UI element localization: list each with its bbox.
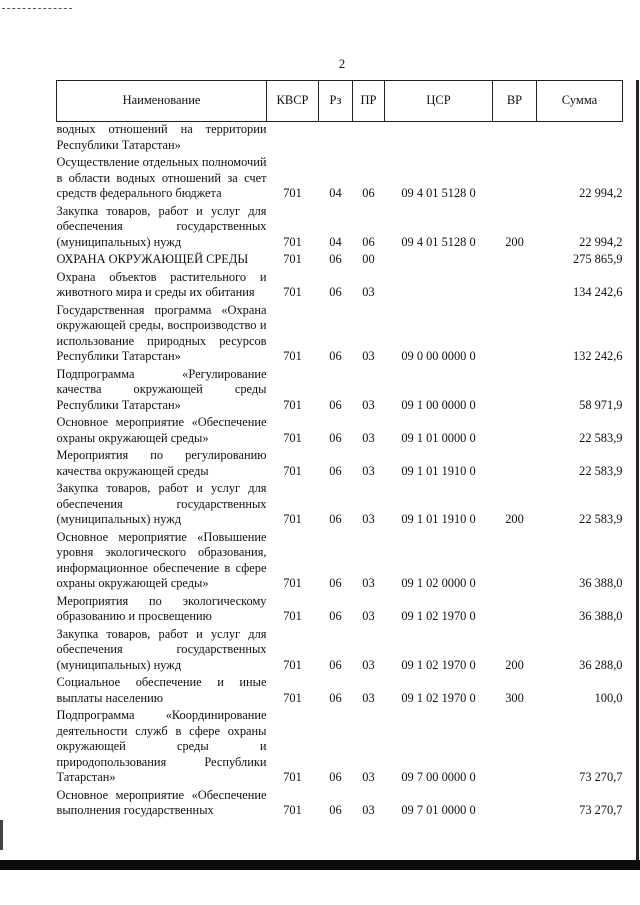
cell-pr: 03 (362, 770, 375, 784)
cell-pr: 03 (362, 397, 375, 412)
cell-csr (385, 270, 493, 303)
cell-rz: 06 (329, 576, 342, 590)
header-csr: ЦСР (385, 81, 493, 122)
table-row (57, 481, 623, 530)
table-row (57, 367, 623, 416)
cell-csr (385, 122, 493, 156)
header-name: Наименование (57, 81, 267, 122)
cell-pr (353, 122, 385, 156)
cell-rz: 04 (329, 186, 342, 200)
cell-sum: 275 865,9 (572, 252, 623, 266)
cell-sum: 134 242,6 (572, 285, 623, 299)
cell-csr: 09 1 02 1970 0 (401, 609, 476, 623)
cell-vr (493, 415, 537, 448)
cell-kvsr: 701 (283, 430, 302, 445)
table-row (57, 252, 623, 270)
cell-kvsr: 701 (283, 397, 302, 412)
cell-vr (493, 594, 537, 627)
table-row (57, 155, 623, 204)
cell-vr: 200 (505, 512, 524, 526)
cell-pr: 06 (362, 234, 375, 249)
cell-kvsr: 701 (283, 690, 302, 705)
cell-rz: 06 (329, 463, 342, 478)
cell-kvsr: 701 (283, 803, 302, 817)
cell-sum: 22 583,9 (579, 463, 623, 478)
cell-sum: 73 270,7 (579, 770, 623, 784)
cell-sum: 36 388,0 (579, 609, 623, 623)
cell-pr: 03 (362, 285, 375, 299)
cell-rz: 06 (329, 512, 342, 526)
cell-name: Мероприятия по экологическому образованию и просвещению (56, 593, 267, 623)
cell-name: Закупка товаров, работ и услуг для обеспечения государственных (муниципальных) нужд (56, 481, 267, 526)
cell-name: ОХРАНА ОКРУЖАЮЩЕЙ СРЕДЫ (56, 252, 249, 266)
page-number: 2 (338, 56, 346, 71)
cell-kvsr: 701 (283, 234, 302, 249)
cell-pr: 03 (362, 609, 375, 623)
cell-csr: 09 4 01 5128 0 (401, 186, 476, 200)
table-header-row (57, 81, 623, 122)
cell-csr: 09 0 00 0000 0 (401, 349, 476, 363)
cell-kvsr: 701 (283, 349, 302, 363)
cell-sum: 58 971,9 (579, 397, 623, 412)
table-row (57, 270, 623, 303)
table-row (57, 708, 623, 788)
cell-pr: 06 (362, 186, 375, 200)
table-row (57, 448, 623, 481)
cell-kvsr: 701 (283, 285, 302, 299)
cell-rz: 06 (329, 657, 342, 672)
cell-rz: 06 (329, 690, 342, 705)
cell-csr: 09 1 01 0000 0 (401, 430, 476, 445)
cell-kvsr: 701 (283, 186, 302, 200)
cell-sum: 73 270,7 (579, 803, 623, 817)
cell-name: Закупка товаров, работ и услуг для обеспечения государственных (муниципальных) нужд (56, 626, 267, 672)
table-row (57, 303, 623, 367)
cell-pr: 03 (362, 430, 375, 445)
table-row (57, 788, 623, 821)
scan-edge-left (0, 820, 3, 850)
cell-csr: 09 7 00 0000 0 (401, 770, 476, 784)
cell-name: Закупка товаров, работ и услуг для обеспечения государственных (муниципальных) нужд (56, 203, 267, 249)
table-row (57, 530, 623, 594)
cell-vr (493, 788, 537, 821)
cell-kvsr: 701 (283, 576, 302, 590)
cell-pr: 03 (362, 576, 375, 590)
cell-csr: 09 1 02 1970 0 (401, 657, 476, 672)
cell-rz: 06 (329, 430, 342, 445)
cell-rz: 06 (329, 609, 342, 623)
cell-csr: 09 7 01 0000 0 (401, 803, 476, 817)
header-pr: ПР (353, 81, 385, 122)
cell-csr: 09 1 01 1910 0 (401, 463, 476, 478)
cell-kvsr: 701 (283, 463, 302, 478)
cell-pr: 00 (362, 252, 375, 266)
budget-table (56, 80, 623, 821)
cell-rz: 04 (329, 234, 342, 249)
cell-csr: 09 1 02 0000 0 (401, 576, 476, 590)
cell-vr (493, 122, 537, 156)
cell-name: Социальное обеспечение и иные выплаты населению (56, 675, 267, 705)
scan-edge-bottom (0, 860, 640, 870)
cell-csr: 09 1 02 1970 0 (401, 690, 476, 705)
cell-sum: 22 583,9 (579, 430, 623, 445)
cell-rz: 06 (329, 397, 342, 412)
cell-sum: 100,0 (594, 690, 623, 705)
cell-pr: 03 (362, 690, 375, 705)
cell-pr: 03 (362, 803, 375, 817)
header-vr: ВР (493, 81, 537, 122)
cell-name: Мероприятия по регулированию качества окружающей среды (56, 448, 267, 478)
cell-name: Осуществление отдельных полномочий в области водных отношений за счет средств федерального бюджета (56, 155, 267, 200)
cell-pr: 03 (362, 657, 375, 672)
cell-kvsr: 701 (283, 609, 302, 623)
cell-vr (493, 252, 537, 270)
cell-name: Государственная программа «Охрана окружающей среды, воспроизводство и использование природных ресурсов Республики Татарстан» (56, 302, 267, 363)
table-row (57, 594, 623, 627)
table-row (57, 675, 623, 708)
cell-pr: 03 (362, 463, 375, 478)
cell-kvsr: 701 (283, 252, 302, 266)
cell-name: водных отношений на территории Республики Татарстан» (56, 122, 267, 152)
cell-sum: 132 242,6 (572, 349, 623, 363)
cell-pr: 03 (362, 349, 375, 363)
cell-vr (493, 303, 537, 367)
cell-vr (493, 155, 537, 204)
cell-vr (493, 270, 537, 303)
cell-sum: 36 288,0 (579, 657, 623, 672)
header-kvsr: КВСР (267, 81, 319, 122)
cell-sum: 22 994,2 (579, 186, 623, 200)
cell-name: Основное мероприятие «Повышение уровня экологического образования, информационное обеспечение в сфере охраны окружающей среды» (56, 529, 267, 590)
header-sum: Сумма (537, 81, 623, 122)
cell-rz: 06 (329, 252, 342, 266)
cell-sum: 22 583,9 (579, 512, 623, 526)
cell-kvsr: 701 (283, 770, 302, 784)
cell-vr: 200 (505, 234, 524, 249)
header-rz: Рз (319, 81, 353, 122)
cell-sum: 36 388,0 (579, 576, 623, 590)
cell-csr: 09 1 00 0000 0 (401, 397, 476, 412)
cell-vr: 300 (505, 690, 524, 705)
cell-kvsr (267, 122, 319, 156)
cell-name: Охрана объектов растительного и животного мира и среды их обитания (56, 269, 267, 299)
cell-sum: 22 994,2 (579, 234, 623, 249)
cell-rz: 06 (329, 803, 342, 817)
cell-kvsr: 701 (283, 512, 302, 526)
table-row (57, 415, 623, 448)
table-row (57, 122, 623, 156)
cell-rz (319, 122, 353, 156)
cell-vr (493, 530, 537, 594)
cell-csr: 09 1 01 1910 0 (401, 512, 476, 526)
cell-kvsr: 701 (283, 657, 302, 672)
cell-csr (385, 252, 493, 270)
cell-vr (493, 448, 537, 481)
cell-sum (537, 122, 623, 156)
cell-csr: 09 4 01 5128 0 (401, 234, 476, 249)
cell-vr (493, 367, 537, 416)
scan-edge-right (636, 80, 639, 860)
table-row (57, 627, 623, 676)
cell-pr: 03 (362, 512, 375, 526)
cell-rz: 06 (329, 349, 342, 363)
cell-name: Основное мероприятие «Обеспечение выполнения государственных (56, 787, 267, 817)
table-row (57, 204, 623, 253)
cell-rz: 06 (329, 770, 342, 784)
cell-rz: 06 (329, 285, 342, 299)
scan-mark (2, 8, 72, 9)
cell-vr (493, 708, 537, 788)
cell-name: Подпрограмма «Координирование деятельности служб в сфере охраны окружающей среды и природопользования Республики Татарстан» (56, 708, 267, 784)
table-body (57, 122, 623, 821)
cell-name: Подпрограмма «Регулирование качества окружающей среды Республики Татарстан» (56, 366, 267, 412)
cell-vr: 200 (505, 657, 524, 672)
cell-name: Основное мероприятие «Обеспечение охраны окружающей среды» (56, 415, 267, 445)
